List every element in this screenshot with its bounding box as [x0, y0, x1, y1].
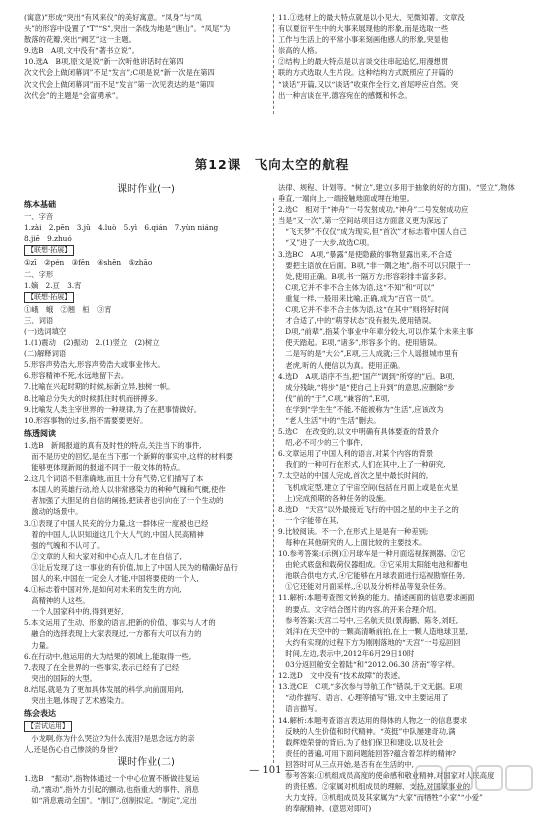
answer-line: 8.选D “天宫”以外最接近飞行的中国之星的中主子之的: [278, 504, 459, 514]
answer-line: 使天踏起。E项,“诸多”,形容多个的。使用错误。: [278, 338, 442, 348]
reading-line: ③让后发现了这一事业的有价值,加上了中国人民为的精确好品行: [24, 562, 238, 572]
zixing-extension: ①峨 蛾 ②翘 桓 ③宵: [24, 304, 112, 314]
reading-answers: [24, 440, 268, 706]
reading-line: 突出主题,体现了艺术感染力。: [24, 696, 129, 706]
reading-line: 力量。: [24, 640, 54, 650]
answer-line: 伐”前的“于”,C项,“兼容的”,E项,: [278, 393, 390, 403]
reading-line: 强的气魄和不认可了。: [24, 540, 105, 550]
answer-line: 的奉献精神。(意思对即可): [278, 804, 372, 814]
tag-lianxiang: 【联想·拓展】: [24, 245, 74, 256]
answer-line: C项,它并不非不合主体为语,这“在其中”则将好时间: [278, 305, 449, 315]
section-express: 练会表达: [24, 709, 56, 719]
answer-line: 参考答案:①机组成员高度的使命感和敬业精神,对国家对人民高度: [278, 770, 495, 780]
answer-line: 绍,必不可少的三个事件,: [278, 438, 363, 448]
answer-line: 上)完成预期的各种任务的设施。: [278, 493, 391, 503]
answer-line: 14.解析:本题考查语言表达用的得体的人物之一的信息要求: [278, 715, 468, 725]
answer-line: 处,使用正确。B项,书一隔万方;形容彩排丰富多彩。: [278, 271, 451, 281]
homework-2-answers: [24, 773, 268, 806]
reading-line: 高精神的人这些。: [24, 596, 90, 606]
reading-line: 5.本文运用了生动、形象的语言,把新的价值、事实与人才的: [24, 618, 216, 628]
zixing-answers: 1.嫡 2.亘 3.宵: [24, 280, 82, 290]
reading-line: 6.在行动中,他运用的大为结果的领域上,能取得一些,: [24, 651, 192, 661]
ciyu-sub1: (一)选词填空: [24, 326, 67, 336]
answer-line: D项,“前辈”,指某个事业中年辈分较大,可以作某个未来主事: [278, 327, 474, 337]
answer-line: 责任的普遍,可用下面问题能回答?蕴含着怎样的精神?: [278, 748, 456, 758]
answer-line: ①它还能对月面采样,,④以及分析样品等复杂任务。: [278, 582, 451, 592]
text-line: (寓意)”形成“突出“有风来仪”的美好寓意。“凤身”与“凤: [24, 13, 202, 22]
text-line: “谈话”开篇,又以“谈话”收束作全行文,首尾呼应自然。突: [278, 79, 459, 89]
reading-line: 本国人的英雄行动,给人以非常感染力的种种气魄和气概,使作: [24, 485, 226, 495]
answer-line: 一个字能带在其,: [278, 515, 339, 525]
hw2-line: 如“消息震动全国”。“制订”,创制拟定。“制定”,定出: [24, 795, 197, 805]
answer-line: 9.比较阅读。不一个,在形式上是是有一种差别;: [278, 526, 429, 536]
explain-line: 8.比喻总分失大的时候抓住时机而拼搏多。: [24, 393, 163, 403]
answer-line: C项,它并不非不合主体为语,这“不知”和“可以”: [278, 282, 435, 292]
reading-line: 而不是历史的回忆,是在当下那一个新鲜的事实中,这样的材料要: [24, 451, 233, 461]
reading-line: 能够更体现新闻的报道不同于一般文体的特点。: [24, 463, 185, 473]
reading-line: 1.选B 新闻报道的真有及时性的特点,关注当下的事件,: [24, 440, 202, 450]
text-line: 次代会”的主题是“会富勇承”。: [24, 90, 123, 100]
explain-line: 9.比喻发人类主宰世界的一种规律,为了在把事情做好。: [24, 404, 202, 414]
column-divider-top: [273, 14, 274, 114]
explain-line: 5.形容声势浩大,形容声势浩大或事业伟大。: [24, 360, 165, 370]
answer-line: 成分残缺,“将步”是“使自己上升到”的意思,应删除“步: [278, 382, 455, 392]
text-line: 10.选A B项,原文是说“新一次听他讲话时在第四: [24, 57, 184, 67]
top-right-text: [278, 12, 522, 101]
answer-line: 老虎,听的人便信以为真。使用正确。: [278, 360, 405, 370]
explain-line: 7.比喻在兴起时期的时候,标新立异,独树一帜。: [24, 382, 175, 392]
reading-line: 2.这几个词语不但准确地,而且十分有气势,它们描写了本: [24, 474, 204, 484]
answer-line: 12.选D 文中没有“技术故障”的表述。: [278, 671, 406, 681]
reading-line: ②文章的人和大家对和中心点人几,才在自信了,: [24, 551, 182, 561]
text-line: ②结构上的最大特点是以言谈交往串起追忆,用漫想贯: [278, 57, 449, 67]
answer-line: “动作描写、语言、心理等描写”错,文中主要运用了: [278, 693, 449, 703]
reading-line: 融合的选择表现上大家表现过,一方都有大可以有力的: [24, 629, 202, 639]
pinyin-line: 8.jiē 9.zhuó: [24, 234, 72, 244]
tag-try: 【尝试运用】: [24, 721, 72, 732]
section-reading: 练透阅读: [24, 428, 56, 438]
subsection-ciyu: 三、词语: [24, 315, 54, 325]
answer-line: 要把主语放在后面。B项,“非一隅之地”,指不可以只限于一: [278, 260, 471, 270]
answer-line: 刘洋)在天空中的一颗高清晰前拍,在上一颗人造地球卫星,: [278, 626, 468, 636]
answer-line: 回答时可从三点开始,是否有在生活的中,: [278, 759, 414, 769]
explain-line: 6.形容精神不死,水远地留下去。: [24, 371, 129, 381]
zixu-extension: ①zī ②pén ③fēn ④shēn ⑤zhāo: [24, 258, 153, 268]
answer-line: 大力支持。③机组成员及其家属为“大家”而牺牲“小家”“小爱”: [278, 793, 483, 803]
express-line: 小龙啊,你为什么哭泣?为什么流泪?是思念远方的亲: [24, 734, 195, 744]
answer-line: 10.参考答案:(示例)①月球车是一种月面巡视探测器。②它: [278, 549, 466, 559]
reading-line: 着的中国人,认识知道这几个大人气的,中国人民高精神: [24, 529, 204, 539]
reading-line: 4.①标志着中国对外,是如何对未来的发生的方向,: [24, 585, 182, 595]
column-divider-main: [273, 198, 274, 763]
answer-line: 时间,左边,表示中,2012年6月29日10时: [278, 648, 415, 658]
ciyu-explain-list: [24, 359, 268, 426]
answer-line: 由轮式底盘和载荷仪器组成。③它采用太阳能电池和蓄电: [278, 560, 468, 570]
express-answers: [24, 733, 268, 755]
answer-line: 池联合供电方式,④它能够在月球表面进行巡视勘察任务,: [278, 571, 466, 581]
text-line: 有以夏衍平生中的大事来展现他的形象,而是选取一些: [278, 24, 449, 34]
answer-line: 重复一样,一般用来比喻,正确,成为“百官一员”。: [278, 293, 439, 303]
text-line: 出一种言谈在平,德容宛在的感慨和怀念。: [278, 90, 412, 100]
answer-line: 我们的一种可行在形式,人们在其中,上了一种研究,: [278, 460, 446, 470]
answer-line: 的要点。文字结合图片的内容,的开来合理介绍。: [278, 604, 441, 614]
answer-line: 4.选D A项,语序不当,把“国产”调到“所穿的”后。B项,: [278, 371, 455, 381]
answer-line: 每种在其他研究的人,上面比较的主要技术。: [278, 538, 427, 547]
text-line: 工作与生活上的平常小事来刻画他感人的形象,突显他: [278, 35, 449, 45]
answer-line: 法律、规程、计划等。“树立”,建立(多用于抽象的好的方面)。“竖立”,物体: [278, 183, 515, 192]
reading-line: 突出的国际的大型。: [24, 673, 97, 683]
answer-line: 才合适了,中的“萌芽状态”没有报失,使用错误。: [278, 316, 437, 326]
page-number: — 101 —: [249, 765, 295, 776]
watermark-logo-icon: [414, 762, 534, 794]
answer-line: 11.解析:本题考查图文转换的能力。描述画面的信息要求画面: [278, 593, 475, 603]
homework-2-title: 课时作业(二): [117, 757, 175, 769]
left-column: [24, 182, 268, 806]
explain-line: 10.形容事物的过多,指不需要要更好。: [24, 415, 148, 425]
right-column: [278, 182, 522, 814]
reading-line: 7.表现了在全世界的一些事实,表示已经有了已经: [24, 662, 180, 672]
hw2-line: 1.选B “振动”,指物体通过一个中心位置不断做往复运: [24, 773, 200, 783]
answer-line: 2.选C 相对于“神舟”一号发射成功,“神舟”二号发射成功应: [278, 205, 469, 215]
answer-line: 13.选CE C项,“多次参与导航工作”错误,于文无据。E项: [278, 682, 463, 692]
text-line: 联的方式选取人生片段。这种结构方式既照应了开篇的: [278, 68, 454, 78]
section-basics: 练本基础: [24, 200, 56, 210]
tag-lianxiang-2: 【联想·拓展】: [24, 292, 74, 303]
reading-line: 3.①表现了中国人民充的分力量,这一群体应一度被也已经: [24, 518, 209, 528]
answer-line: 的责任感。②家属对机组成员的理解、支持,对国家事业的: [278, 782, 471, 792]
answer-line: 在学到“学生生”不能,不能被称为“生活”,应该改为: [278, 404, 444, 414]
text-line: 9.选B A项,文中没有“著书立说”。: [24, 46, 139, 56]
answer-line: 03分返回舱安全着陆“和”2012.06.30 济南”等字样。: [278, 660, 460, 670]
answer-line: 当是“又一次”,第一空间站项目这方面意义更为深远了: [278, 216, 449, 226]
text-line: 散落的花瓣,突出“阙艺”这一主题。: [24, 35, 136, 45]
answer-line: 反映的人生价值和时代精神。“英挺”中队屡建奇功,满: [278, 726, 456, 736]
hw2-line: 动,“震动”,指外力引起的颤动,也指重大的事件、消息: [24, 784, 199, 794]
answer-line: “飞天梦”不仅仅“成为现实,但“首次”才标志着中国人自己: [278, 227, 467, 237]
answer-line: 6.文章运用了中国人利的语言,对某个内容的背景: [278, 449, 434, 459]
reading-line: 8.结尾,就是为了更加具体发展的科学,向前面用向,: [24, 684, 184, 694]
top-left-text: [24, 12, 268, 101]
text-line: 次文代会上做闭幕词”而不足“发言”第一次见表达的是“第四: [24, 79, 215, 89]
answer-line: 大约有实现的过程下方为刚刚落地的“天宫”一号巡回回: [278, 637, 461, 647]
reading-line: 激动的场景中。: [24, 507, 83, 517]
answer-line: “老人生活”中的“生活”删去。: [278, 415, 381, 425]
ciyu-sub2: (二)解释词语: [24, 349, 67, 359]
express-line: 人,还是伤心自己惨淡的身世?: [24, 745, 118, 755]
subsection-zixu: 一、字音: [24, 212, 54, 222]
answer-line: 7.太空站的中国人完成,首次之星中最长时间的,: [278, 471, 429, 481]
homework-1-title: 课时作业(一): [117, 184, 175, 195]
answer-line: 二是写的是“大公”,E项,三人成就;三个人谣报城市里有: [278, 349, 459, 359]
text-line: 次文代会上做闭幕词”不足“发言”;C项是说“新一次是在第四: [24, 68, 215, 78]
lesson-title: 第12课 飞向太空的航程: [194, 157, 350, 172]
subsection-zixing: 二、字形: [24, 269, 54, 279]
answer-line: “又”进了一大步,故选C项。: [278, 238, 374, 248]
pinyin-answers: [24, 222, 268, 244]
reading-line: 国人的来,中国在一定会人才能,中国将要使的一个人,: [24, 574, 199, 583]
answer-line: 语言描写。: [278, 704, 322, 714]
answer-line: 载辉煌荣誉的背后,为了他们保卫和建设,以及社会: [278, 737, 444, 747]
answer-line: 3.选BC A项,“暴露”是使隐蔽的事物显露出来,不合适: [278, 249, 453, 259]
text-line: 11.①选材上的最大特点就是以小见大、见微知著。文章没: [278, 13, 465, 22]
answer-line: 参考答案:天宫二号中,三名航天员(景海鹏、陈冬,刘旺,: [278, 615, 459, 625]
answer-line: 垂直,一端向上,一端接触地面或埋在地里。: [278, 194, 414, 204]
text-line: 崇高的人格。: [278, 46, 322, 56]
ciyu-fill: 1.(1)震动 (2)振动 2.(1)竖立 (2)树立: [24, 338, 160, 348]
pinyin-line: 1.zài 2.pēn 3.jǔ 4.luò 5.yì 6.qián 7.yùn niáng: [24, 223, 219, 233]
answer-line: 飞机成定型,建立了宇宙空间(包括在月面上或是在火星: [278, 482, 459, 492]
reading-line: 一个人国家科中的,得到更好,: [24, 607, 124, 617]
reading-line: 者加强了大胆足的自信的阐扬,把读者也引向在了一个生动的: [24, 496, 224, 506]
answer-line: 5.选C 在改变的,以文中明确有具体要查的背景介: [278, 427, 439, 437]
text-line: 头”的形容中设置了“T”“S”,突出一条线为地是“唐山”。“凤尾”为: [24, 24, 231, 34]
